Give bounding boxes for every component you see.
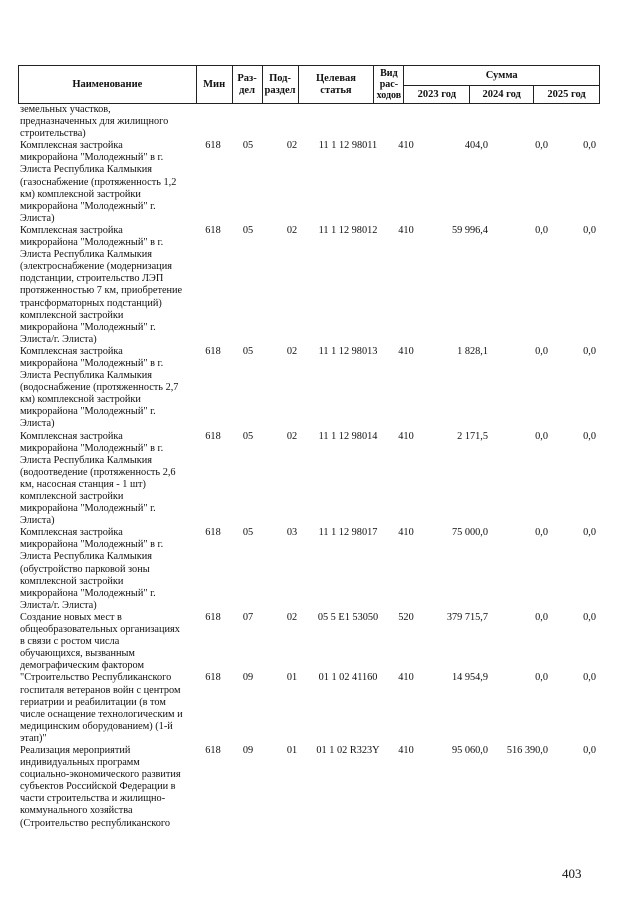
row-s2025: 0,0 bbox=[583, 527, 596, 539]
header-podrazdel: Под- раздел bbox=[262, 66, 298, 104]
row-s2025: 0,0 bbox=[583, 611, 596, 623]
row-min: 618 bbox=[205, 140, 221, 152]
row-podrazdel: 01 bbox=[286, 744, 298, 756]
row-s2025: 0,0 bbox=[583, 345, 596, 357]
page-number: 403 bbox=[562, 866, 582, 881]
table-row bbox=[18, 612, 600, 672]
table-body bbox=[18, 104, 600, 830]
header-cel: Целевая статья bbox=[298, 66, 374, 104]
row-min: 618 bbox=[205, 672, 221, 684]
row-name: Комплексная застройка микрорайона "Молодежный" в г. Элиста Республика Калмыкия (водоснабжение (протяженность 2,7 км) комплексной застройки микрорайона "Молодежный" г. Элиста) bbox=[20, 345, 179, 430]
row-podrazdel: 01 bbox=[286, 672, 298, 684]
row-s2023: 379 715,7 bbox=[446, 611, 488, 623]
row-vid: 410 bbox=[398, 224, 414, 236]
row-razdel: 05 bbox=[242, 140, 254, 152]
row-s2024: 0,0 bbox=[535, 611, 548, 623]
row-s2025: 0,0 bbox=[583, 140, 596, 152]
row-name: Комплексная застройка микрорайона "Молодежный" в г. Элиста Республика Калмыкия (газоснабжение (протяженность 1,2 км) комплексной застройки микрорайона "Молодежный" г. Элиста) bbox=[20, 140, 177, 224]
row-name: Комплексная застройка микрорайона "Молодежный" в г. Элиста Республика Калмыкия (обустройство парковой зоны комплексной застройки микрорайона "Молодежный" г. Элиста/г. Элиста) bbox=[20, 527, 164, 611]
row-vid: 410 bbox=[398, 140, 414, 152]
row-vid: 520 bbox=[398, 611, 414, 623]
row-vid: 410 bbox=[398, 744, 414, 756]
header-2025: 2025 год bbox=[534, 86, 600, 104]
row-razdel: 05 bbox=[242, 430, 254, 442]
header-2023: 2023 год bbox=[404, 86, 470, 104]
row-cel: 05 5 E1 53050 bbox=[317, 611, 379, 623]
row-name: Комплексная застройка микрорайона "Молодежный" в г. Элиста Республика Калмыкия (электроснабжение (модернизация подстанции, строительство ЛЭП протяженностью 7 км, приобретение трансформаторных подстанций) комплексной застройки микрорайона "Молодежный" г. Элиста/г. Элиста) bbox=[20, 224, 183, 345]
row-name: Создание новых мест в общеобразовательных организациях в связи с ростом числа обучающихся, вызванным демографическим фактором bbox=[20, 611, 180, 672]
header-2024: 2024 год bbox=[470, 86, 534, 104]
row-s2024: 0,0 bbox=[535, 527, 548, 539]
row-vid: 410 bbox=[398, 430, 414, 442]
row-min: 618 bbox=[205, 527, 221, 539]
row-razdel: 05 bbox=[242, 224, 254, 236]
row-s2024: 0,0 bbox=[535, 345, 548, 357]
row-s2023: 404,0 bbox=[464, 140, 488, 152]
row-s2024: 0,0 bbox=[535, 224, 548, 236]
row-s2023: 2 171,5 bbox=[457, 430, 488, 442]
row-s2024: 516 390,0 bbox=[506, 744, 548, 756]
row-razdel: 05 bbox=[242, 527, 254, 539]
row-podrazdel: 02 bbox=[286, 140, 298, 152]
row-name: "Строительство Республиканского госпиталя ветеранов войн с центром гериатрии и реабилитации (в том числе оснащение технологическим и медицинским оборудованием) (1-й этап)" bbox=[20, 672, 183, 744]
row-podrazdel: 02 bbox=[286, 224, 298, 236]
row-s2023: 95 060,0 bbox=[451, 744, 488, 756]
row-razdel: 05 bbox=[242, 345, 254, 357]
row-s2023: 75 000,0 bbox=[451, 527, 488, 539]
row-vid: 410 bbox=[398, 345, 414, 357]
row-podrazdel: 02 bbox=[286, 430, 298, 442]
row-cel: 11 1 12 98012 bbox=[318, 224, 378, 236]
table-header bbox=[18, 65, 600, 104]
row-name: земельных участков, предназначенных для жилищного строительства) bbox=[20, 104, 169, 140]
row-s2025: 0,0 bbox=[583, 224, 596, 236]
table-row bbox=[18, 104, 600, 140]
row-min: 618 bbox=[205, 430, 221, 442]
row-cel: 11 1 12 98017 bbox=[318, 527, 378, 539]
row-cel: 01 1 02 R323Y bbox=[316, 744, 380, 756]
row-name: Реализация мероприятий индивидуальных программ социально-экономического развития субъектов Российской Федерации в части строительства и жилищно- коммунального хозяйства (Строительство республиканского bbox=[20, 744, 181, 829]
row-vid: 410 bbox=[398, 672, 414, 684]
row-s2023: 1 828,1 bbox=[457, 345, 488, 357]
row-s2024: 0,0 bbox=[535, 430, 548, 442]
row-vid: 410 bbox=[398, 527, 414, 539]
row-s2024: 0,0 bbox=[535, 140, 548, 152]
table-row bbox=[18, 672, 600, 745]
row-min: 618 bbox=[205, 744, 221, 756]
row-s2023: 59 996,4 bbox=[451, 224, 488, 236]
table-row bbox=[18, 225, 600, 346]
row-s2025: 0,0 bbox=[583, 744, 596, 756]
row-podrazdel: 02 bbox=[286, 611, 298, 623]
row-razdel: 09 bbox=[242, 672, 254, 684]
header-name: Наименование bbox=[19, 66, 197, 104]
row-cel: 11 1 12 98011 bbox=[318, 140, 378, 152]
row-razdel: 07 bbox=[242, 611, 254, 623]
row-cel: 11 1 12 98013 bbox=[318, 345, 378, 357]
header-razdel: Раз- дел bbox=[232, 66, 262, 104]
header-summa: Сумма bbox=[404, 66, 600, 86]
header-vid: Вид рас- ходов bbox=[374, 66, 404, 104]
row-s2025: 0,0 bbox=[583, 430, 596, 442]
row-s2024: 0,0 bbox=[535, 672, 548, 684]
row-min: 618 bbox=[205, 345, 221, 357]
row-s2025: 0,0 bbox=[583, 672, 596, 684]
table-row bbox=[18, 346, 600, 431]
row-podrazdel: 03 bbox=[286, 527, 298, 539]
table-row bbox=[18, 745, 600, 830]
row-cel: 11 1 12 98014 bbox=[318, 430, 378, 442]
row-podrazdel: 02 bbox=[286, 345, 298, 357]
row-min: 618 bbox=[205, 224, 221, 236]
row-s2023: 14 954,9 bbox=[451, 672, 488, 684]
row-min: 618 bbox=[205, 611, 221, 623]
header-min: Мин bbox=[196, 66, 232, 104]
table-row bbox=[18, 431, 600, 528]
row-cel: 01 1 02 41160 bbox=[318, 672, 378, 684]
table-row bbox=[18, 527, 600, 612]
table-row bbox=[18, 140, 600, 225]
row-name: Комплексная застройка микрорайона "Молодежный" в г. Элиста Республика Калмыкия (водоотведение (протяженность 2,6 км, насосная станция - 1 шт) комплексной застройки микрорайона "Молодежный" г. Элиста) bbox=[20, 430, 176, 527]
row-razdel: 09 bbox=[242, 744, 254, 756]
